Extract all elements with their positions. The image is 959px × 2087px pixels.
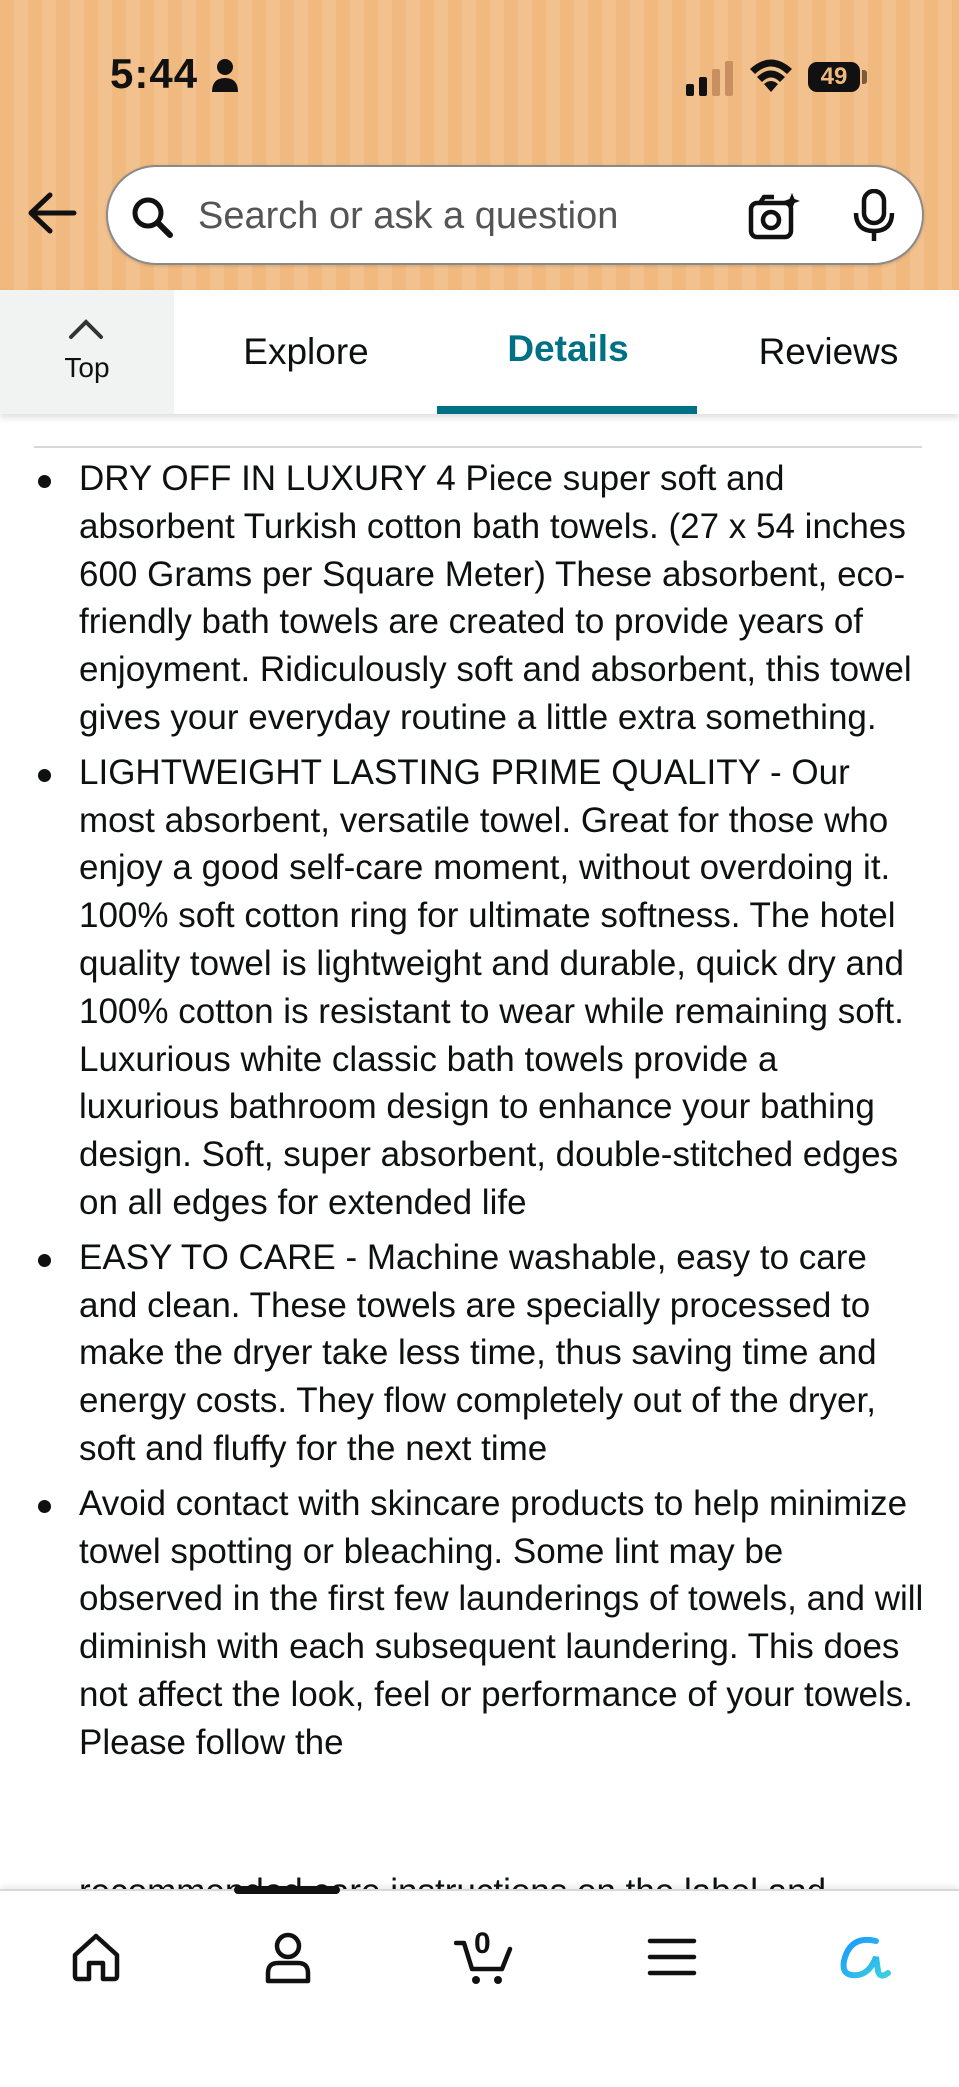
bottom-navigation	[0, 1889, 959, 2087]
cellular-signal-icon	[686, 60, 736, 96]
battery-indicator: 49	[808, 62, 860, 92]
nav-home[interactable]	[48, 1921, 144, 2011]
section-tab-bar	[0, 290, 959, 414]
account-icon	[262, 1931, 314, 1985]
nav-cart[interactable]	[432, 1921, 528, 2011]
menu-icon	[646, 1931, 698, 1983]
battery-cap	[862, 70, 867, 84]
feature-bullet: Avoid contact with skincare products to help minimize towel spotting or bleaching. Some lint may be observed in the first few launderings of towels, and will diminish with each subsequent laundering. This does not affect the look, feel or performance of your towels. Please follow the	[34, 1480, 926, 1767]
section-divider	[34, 446, 922, 448]
top-label: Top	[64, 352, 110, 383]
person-icon	[210, 58, 240, 94]
cart-count-badge: 0	[474, 1927, 491, 1960]
search-bar[interactable]	[106, 165, 924, 265]
tab-explore[interactable]: Explore	[243, 331, 369, 372]
active-tab-indicator	[437, 406, 697, 414]
camera-search-icon[interactable]	[748, 191, 800, 243]
scroll-to-top-button[interactable]	[0, 290, 174, 414]
feature-bullet: DRY OFF IN LUXURY 4 Piece super soft and absorbent Turkish cotton bath towels. (27 x 54 inches 600 Grams per Square Meter) These absorbent, eco-friendly bath towels are created to provide years of enjoyment. Ridiculously soft and absorbent, this towel gives your everyday routine a little extra something.	[34, 455, 926, 742]
wifi-icon	[748, 56, 794, 94]
search-input[interactable]	[196, 185, 720, 247]
feature-bullet: EASY TO CARE - Machine washable, easy to care and clean. These towels are specially processed to make the dryer take less time, thus saving time and energy costs. They flow completely out of the dryer, soft and fluffy for the next time	[34, 1234, 926, 1473]
feature-bullet-list	[34, 455, 926, 1774]
home-icon	[70, 1931, 122, 1983]
microphone-icon[interactable]	[852, 189, 896, 243]
rufus-assistant-icon	[836, 1931, 892, 1983]
tab-reviews[interactable]: Reviews	[758, 331, 899, 372]
chevron-up-icon	[68, 318, 104, 340]
back-arrow-icon[interactable]	[26, 190, 78, 236]
home-indicator-handle	[234, 1886, 340, 1894]
search-icon	[130, 195, 174, 239]
app-header	[0, 0, 959, 290]
nav-account[interactable]	[240, 1921, 336, 2011]
status-time: 5:44	[110, 50, 199, 97]
feature-bullet: LIGHTWEIGHT LASTING PRIME QUALITY - Our most absorbent, versatile towel. Great for those who enjoy a good self-care moment, without overdoing it. 100% soft cotton ring for ultimate softness. The hotel quality towel is lightweight and durable, quick dry and 100% cotton is resistant to wear while remaining soft. Luxurious white classic bath towels provide a luxurious bathroom design to enhance your bathing design. Soft, super absorbent, double-stitched edges on all edges for extended life	[34, 749, 926, 1227]
tab-details[interactable]: Details	[507, 328, 629, 369]
nav-menu[interactable]	[624, 1921, 720, 2011]
nav-rufus-assistant[interactable]	[814, 1921, 910, 2011]
